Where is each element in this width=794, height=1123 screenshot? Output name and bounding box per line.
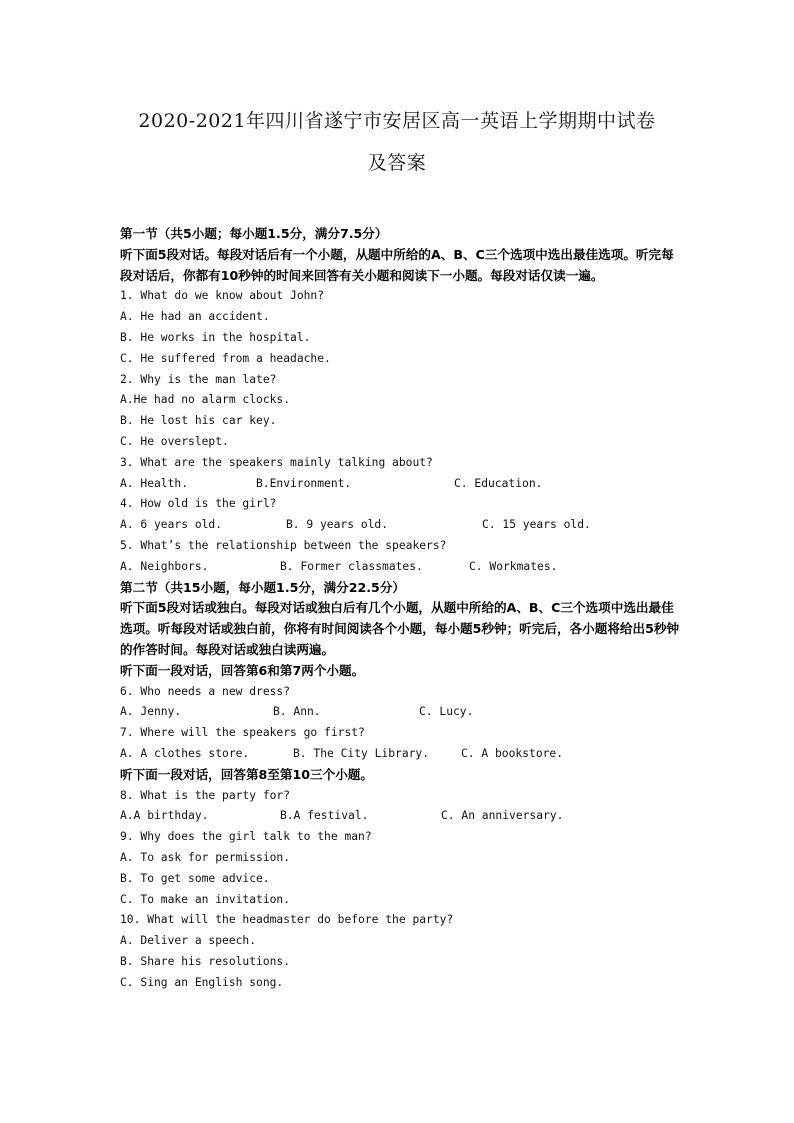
question-10-text: 10. What will the headmaster do before the party? [120, 913, 454, 927]
question-6-options [120, 702, 680, 723]
question-8-option-c: C. An anniversary. [441, 809, 564, 823]
question-6-option-c: C. Lucy. [419, 705, 474, 719]
question-3-option-a: A. Health. [120, 476, 189, 490]
question-5-options [120, 557, 680, 578]
question-3-options [120, 474, 680, 495]
question-8-options [120, 806, 680, 827]
question-2-option-a: A.He had no alarm clocks. [120, 393, 291, 407]
question-7 [120, 723, 680, 765]
question-5-text: 5. What’s the relationship between the speakers? [120, 538, 447, 552]
group1-lead: 听下面一段对话，回答第6和第7两个小题。 [120, 662, 365, 678]
question-9 [120, 827, 680, 910]
question-5 [120, 536, 680, 578]
question-6 [120, 682, 680, 724]
question-4-option-b: B. 9 years old. [286, 518, 389, 532]
question-8 [120, 786, 680, 828]
question-10-option-c: C. Sing an English song. [120, 975, 284, 989]
question-3-option-c: C. Education. [454, 476, 543, 490]
question-1-option-a: A. He had an accident. [120, 310, 270, 324]
section2-instruction: 听下面5段对话或独白。每段对话或独白后有几个小题，从题中所给的A、B、C三个选项中选出最佳选项。听每段对话或独白前，你将有时间阅读各个小题，每小题5秒钟；听完后，各小题将给出5秒钟的作答时间。每段对话或独白读两遍。 [120, 600, 680, 657]
question-7-options [120, 744, 680, 765]
question-10-option-a: A. Deliver a speech. [120, 934, 257, 948]
question-10-option-b: B. Share his resolutions. [120, 954, 291, 968]
question-2-option-c: C. He overslept. [120, 434, 229, 448]
question-4-options [120, 515, 680, 536]
section1-heading: 第一节（共5小题；每小题1.5分，满分7.5分） [120, 226, 388, 241]
question-3-option-b: B.Environment. [256, 476, 352, 490]
question-8-option-a: A.A birthday. [120, 809, 209, 823]
question-5-option-b: B. Former classmates. [280, 559, 423, 573]
question-9-option-a: A. To ask for permission. [120, 850, 291, 864]
exam-content [120, 224, 680, 993]
question-9-text: 9. Why does the girl talk to the man? [120, 830, 372, 844]
question-5-option-c: C. Workmates. [469, 559, 558, 573]
question-7-option-a: A. A clothes store. [120, 746, 250, 760]
question-7-option-c: C. A bookstore. [461, 746, 564, 760]
question-4 [120, 494, 680, 536]
question-1-text: 1. What do we know about John? [120, 289, 325, 303]
question-1-option-c: C. He suffered from a headache. [120, 351, 331, 365]
question-4-option-a: A. 6 years old. [120, 518, 223, 532]
question-3 [120, 453, 680, 495]
question-6-option-a: A. Jenny. [120, 705, 182, 719]
section2-heading: 第二节（共15小题，每小题1.5分，满分22.5分） [120, 579, 406, 595]
question-7-text: 7. Where will the speakers go first? [120, 726, 365, 740]
question-6-option-b: B. Ann. [273, 705, 321, 719]
question-10 [120, 910, 680, 993]
question-5-option-a: A. Neighbors. [120, 559, 209, 573]
question-6-text: 6. Who needs a new dress? [120, 684, 291, 698]
question-9-option-b: B. To get some advice. [120, 871, 270, 885]
question-2-option-b: B. He lost his car key. [120, 414, 277, 428]
question-8-text: 8. What is the party for? [120, 788, 291, 802]
question-2-text: 2. Why is the man late? [120, 372, 277, 386]
group2-lead: 听下面一段对话，回答第8至第10三个小题。 [120, 766, 373, 782]
question-9-option-c: C. To make an invitation. [120, 892, 291, 906]
question-4-text: 4. How old is the girl? [120, 497, 277, 511]
section1-instruction: 听下面5段对话。每段对话后有一个小题，从题中所给的A、B、C三个选项中选出最佳选项。听完每段对话后，你都有10秒钟的时间来回答有关小题和阅读下一小题。每段对话仅读一遍。 [120, 246, 674, 283]
page-title-line-2: 及答案 [367, 152, 427, 174]
question-7-option-b: B. The City Library. [293, 746, 430, 760]
question-2 [120, 370, 680, 453]
page-title-line-1: 2020-2021年四川省遂宁市安居区高一英语上学期期中试卷 [138, 110, 656, 132]
question-8-option-b: B.A festival. [280, 809, 369, 823]
question-3-text: 3. What are the speakers mainly talking about? [120, 455, 433, 469]
question-1-option-b: B. He works in the hospital. [120, 330, 311, 344]
question-1 [120, 286, 680, 369]
question-4-option-c: C. 15 years old. [482, 518, 591, 532]
